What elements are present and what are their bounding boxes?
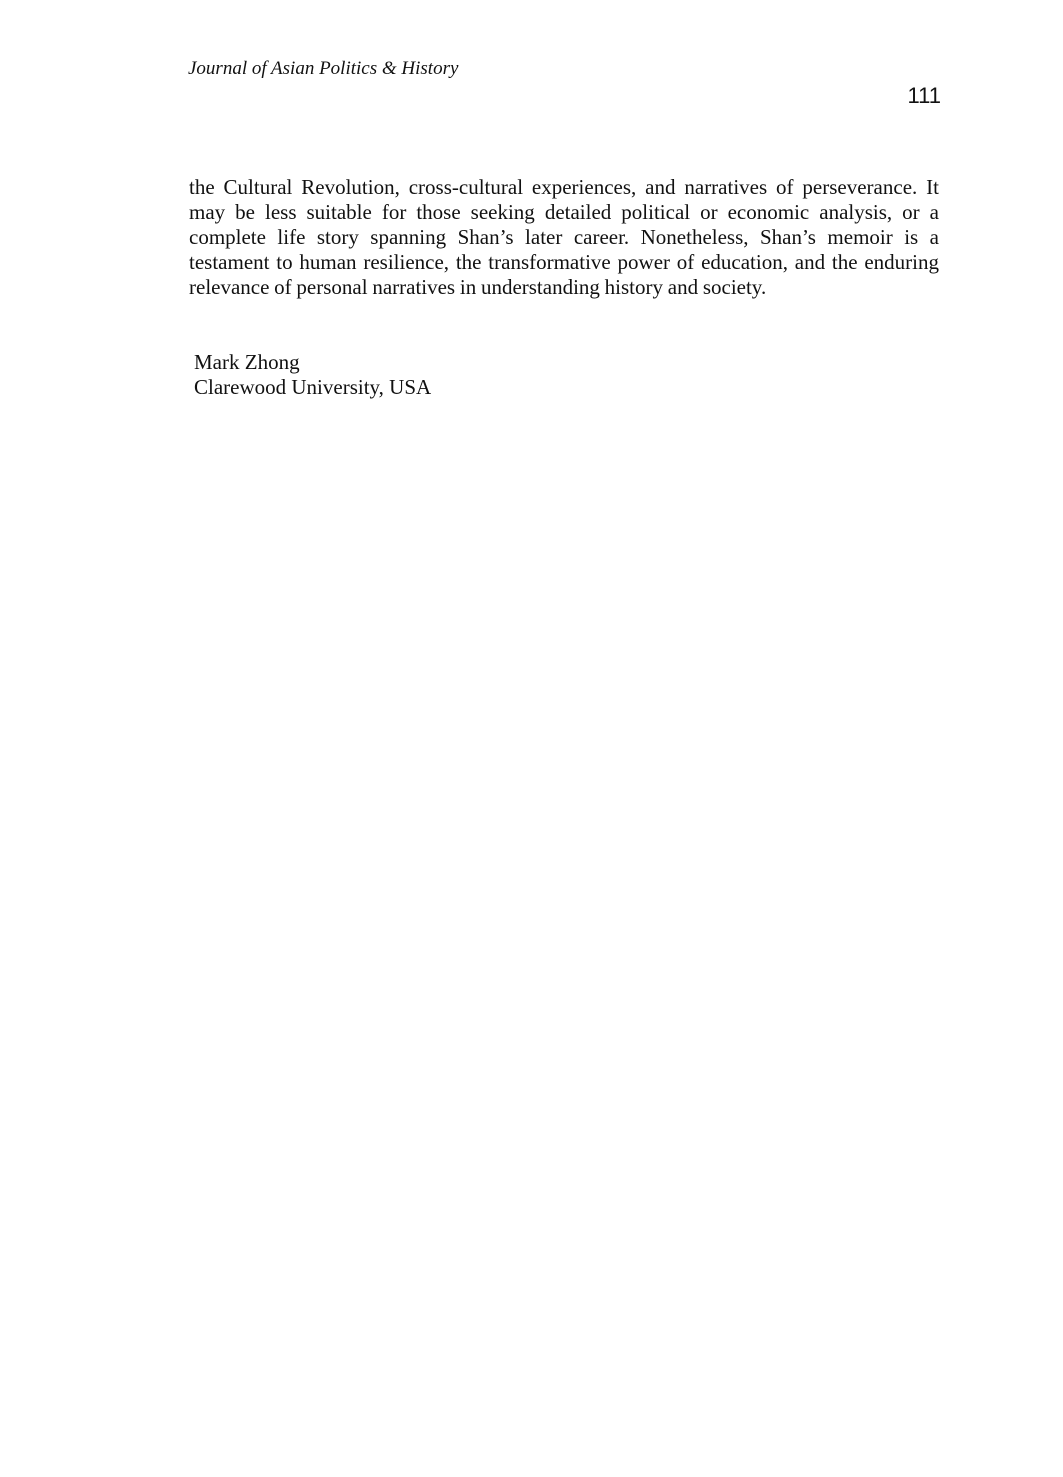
journal-running-head: Journal of Asian Politics & History: [188, 58, 459, 79]
page-number: 111: [907, 83, 941, 108]
reviewer-name: Mark Zhong: [194, 350, 300, 374]
review-conclusion-paragraph: the Cultural Revolution, cross-cultural experiences, and narratives of perseverance. It may be less suitable for those seeking detailed political or economic analysis, or a complete life story spanning Shan’s later career. Nonetheless, Shan’s memoir is a testament to human resilience, the transformative power of education, and the enduring relevance of personal narratives in understanding history and society.: [189, 175, 939, 299]
reviewer-signature: [194, 350, 431, 400]
reviewer-affiliation: Clarewood University, USA: [194, 375, 432, 399]
